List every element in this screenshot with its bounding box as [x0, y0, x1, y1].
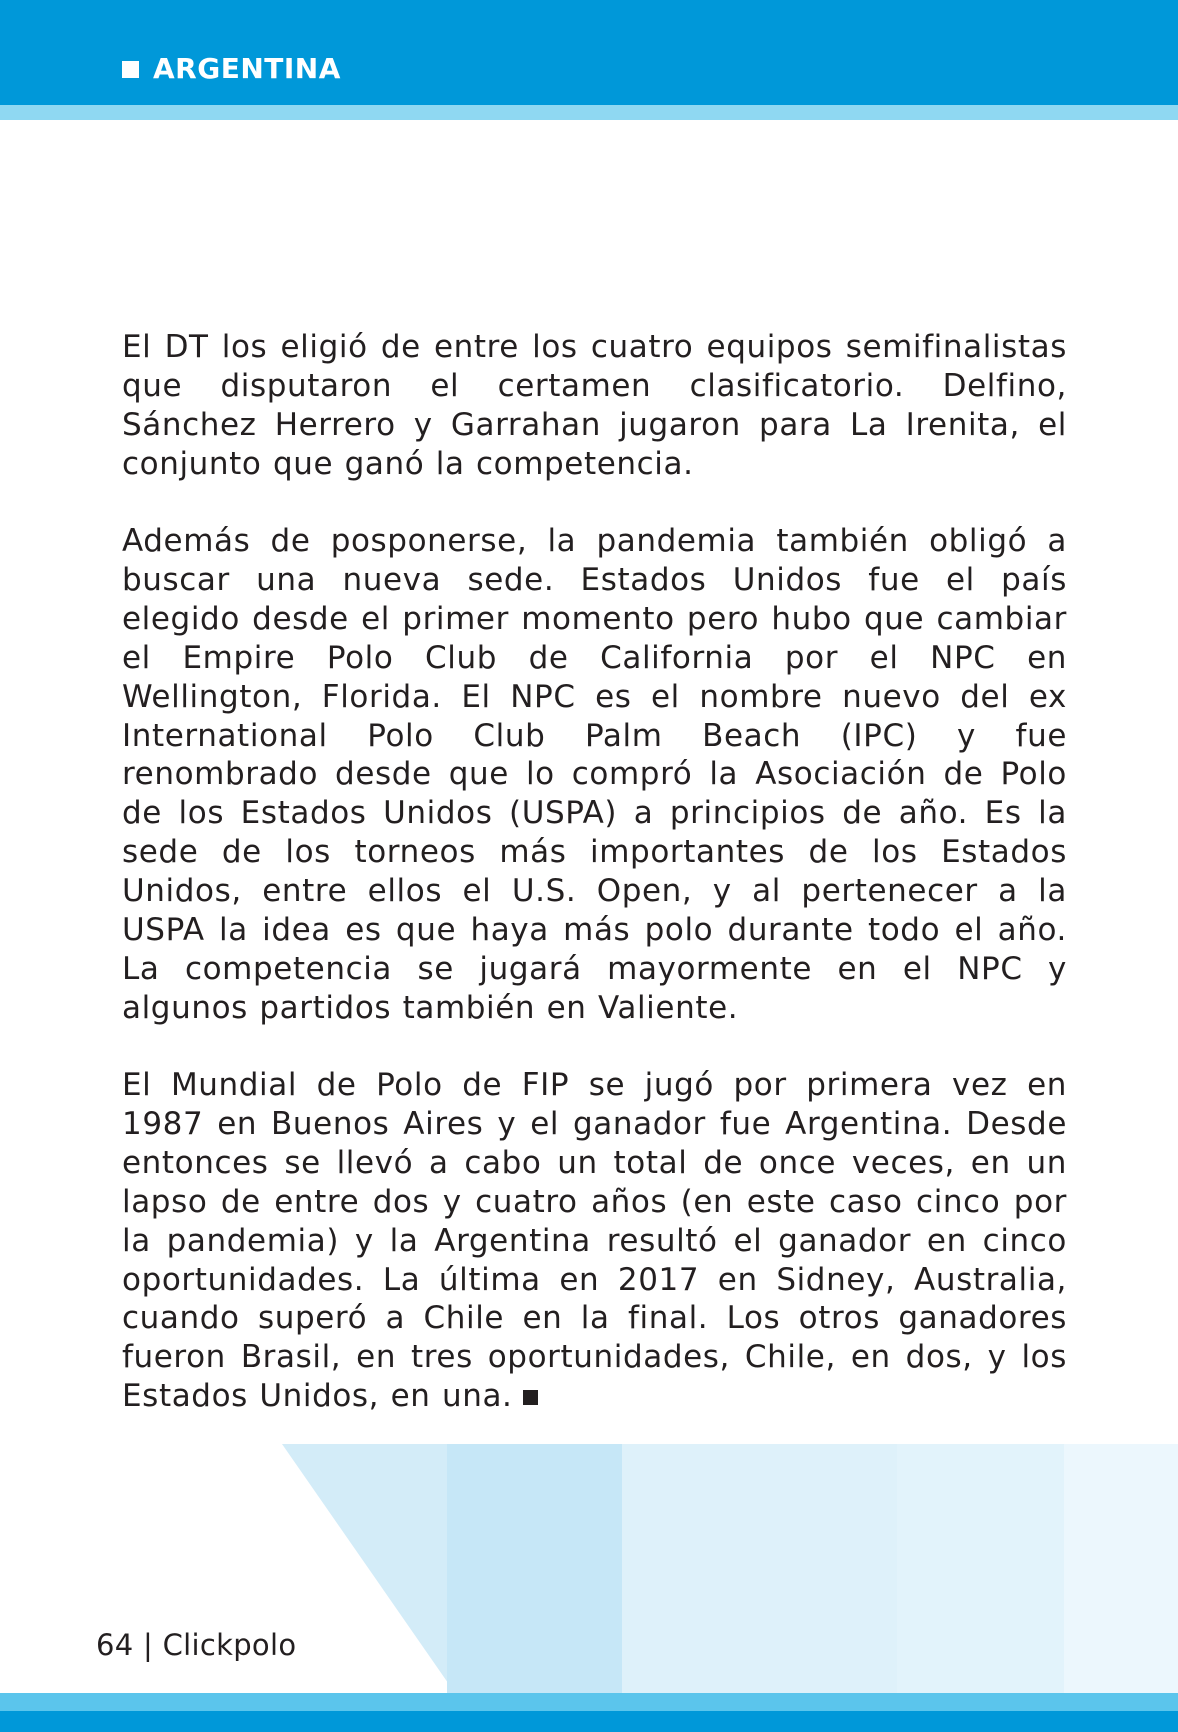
section-square-icon [122, 61, 139, 78]
deco-panel-2 [622, 1444, 897, 1693]
page-folio: 64 | Clickpolo [96, 1628, 297, 1662]
paragraph-3-text: El Mundial de Polo de FIP se jugó por primera vez en 1987 en Buenos Aires y el ganador fue Argentina. Desde entonces se llevó a cabo un total de once veces, en un lapso de entre dos y cuatro años (en este caso cinco por la pandemia) y la Argentina resultó el ganador en cinco oportunidades. La última en 2017 en Sidney, Australia, cuando superó a Chile en la final. Los otros ganadores fueron Brasil, en tres oportunidades, Chile, en dos, y los Estados Unidos, en una. [122, 1067, 1067, 1415]
end-of-article-square-icon [523, 1390, 538, 1405]
paragraph-3 [122, 1066, 1067, 1416]
section-label: ARGENTINA [153, 52, 341, 85]
header-stripe [0, 105, 1178, 120]
footer-line [0, 1693, 1178, 1711]
deco-triangle [282, 1444, 455, 1693]
article-body [122, 328, 1067, 1455]
paragraph-1: El DT los eligió de entre los cuatro equipos semifinalistas que disputaron el certamen clasificatorio. Delfino, Sánchez Herrero y Garrahan jugaron para La Irenita, el conjunto que ganó la competencia. [122, 329, 1067, 482]
deco-panel-3 [897, 1444, 1064, 1693]
paragraph-2: Además de posponerse, la pandemia también obligó a buscar una nueva sede. Estados Unidos fue el país elegido desde el primer momento pero hubo que cambiar el Empire Polo Club de California por el NPC en Wellington, Florida. El NPC es el nombre nuevo del ex International Polo Club Palm Beach (IPC) y fue renombrado desde que lo compró la Asociación de Polo de los Estados Unidos (USPA) a principios de año. Es la sede de los torneos más importantes de los Estados Unidos, entre ellos el U.S. Open, y al pertenecer a la USPA la idea es que haya más polo durante todo el año. La competencia se jugará mayormente en el NPC y algunos partidos también en Valiente. [122, 523, 1067, 1026]
footer-bar [0, 1711, 1178, 1732]
deco-panel-4 [1064, 1444, 1178, 1693]
deco-panel-1 [447, 1444, 622, 1693]
